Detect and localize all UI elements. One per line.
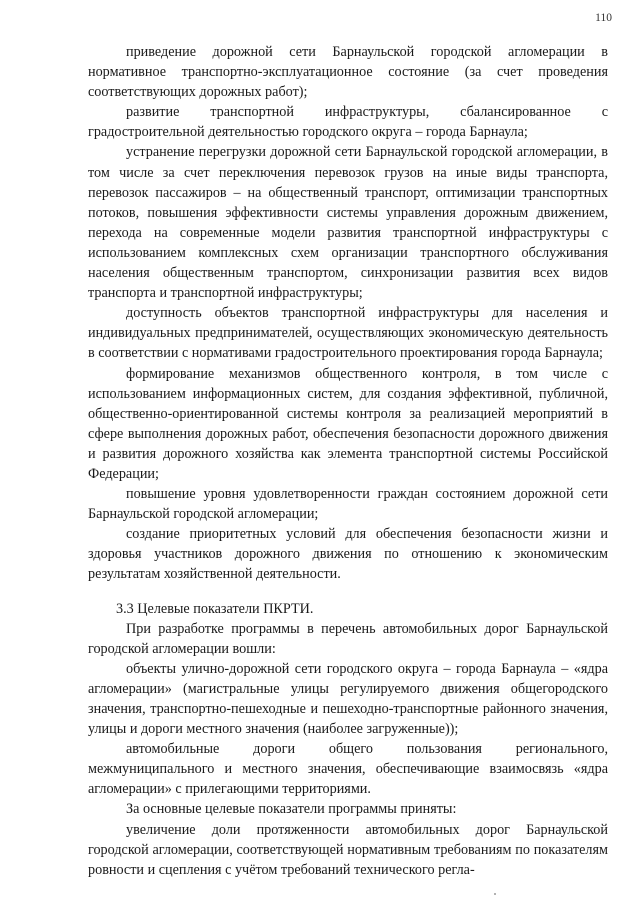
paragraph-road-network-condition: приведение дорожной сети Барнаульской городской агломерации в нормативное транспортно-эксплуатационное состояние (за счет проведения соответствующих дорожных работ); [88,44,608,101]
paragraph-road-safety-priority: создание приоритетных условий для обеспечения безопасности жизни и здоровья участников дорожного движения по отношению к экономическим результатам хозяйственной деятельности. [88,526,608,583]
paragraph-public-highways: автомобильные дороги общего пользования регионального, межмуниципального и местного значения, обеспечивающие взаимосвязь «ядра агломерации» с прилегающими территориями. [88,741,608,798]
paragraph-citizen-satisfaction: повышение уровня удовлетворенности граждан состоянием дорожной сети Барнаульской городской агломерации; [88,486,608,523]
page-number: 110 [595,12,612,24]
paragraph-infrastructure-accessibility: доступность объектов транспортной инфраструктуры для населения и индивидуальных предпринимателей, осуществляющих экономическую деятельность в соответствии с нормативами градостроительного проектирования города Барнаула; [88,305,608,362]
paragraph-road-share-increase: увеличение доли протяженности автомобильных дорог Барнаульской городской агломерации, соответствующей нормативным требованиям по показателям ровности и сцепления с учётом требований технического регла- [88,821,608,878]
paragraph-congestion-elimination: устранение перегрузки дорожной сети Барнаульской городской агломерации, в том числе за счет переключения перевозок грузов на иные виды транспорта, перевозок пассажиров – на общественный транспорт, оптимизации транспортных потоков, повышения эффективности системы управления дорожным движением, перехода на современные модели развития транспортной инфраструктуры с использованием комплексных схем организации транспортного обслуживания населения общественным транспортом, синхронизации развития всех видов транспорта и транспортной инфраструктуры; [88,144,608,302]
section-heading: 3.3 Целевые показатели ПКРТИ. [116,600,314,617]
paragraph-city-street-network: объекты улично-дорожной сети городского округа – города Барнаула – «ядра агломерации» (магистральные улицы регулируемого движения общегородского значения, транспортно-пешеходные и пешеходно-транспортные районного значения, улицы и дороги местного значения (наиболее загруженные)); [88,660,608,738]
paragraph-program-road-list: При разработке программы в перечень автомобильных дорог Барнаульской городской агломерации вошли: [88,620,608,657]
paragraph-target-indicators-intro: За основные целевые показатели программы приняты: [126,801,457,818]
document-body [88,42,608,880]
scan-speck [494,893,496,895]
paragraph-infrastructure-development: развитие транспортной инфраструктуры, сбалансированное с градостроительной деятельностью городского округа – города Барнаула; [88,104,608,141]
paragraph-public-control: формирование механизмов общественного контроля, в том числе с использованием информационных систем, для создания эффективной, публичной, общественно-ориентированной системы контроля за реализацией мероприятий в сфере выполнения дорожных работ, обеспечения безопасности дорожного движения и развития дорожного хозяйства как элемента транспортной системы Российской Федерации; [88,365,608,482]
